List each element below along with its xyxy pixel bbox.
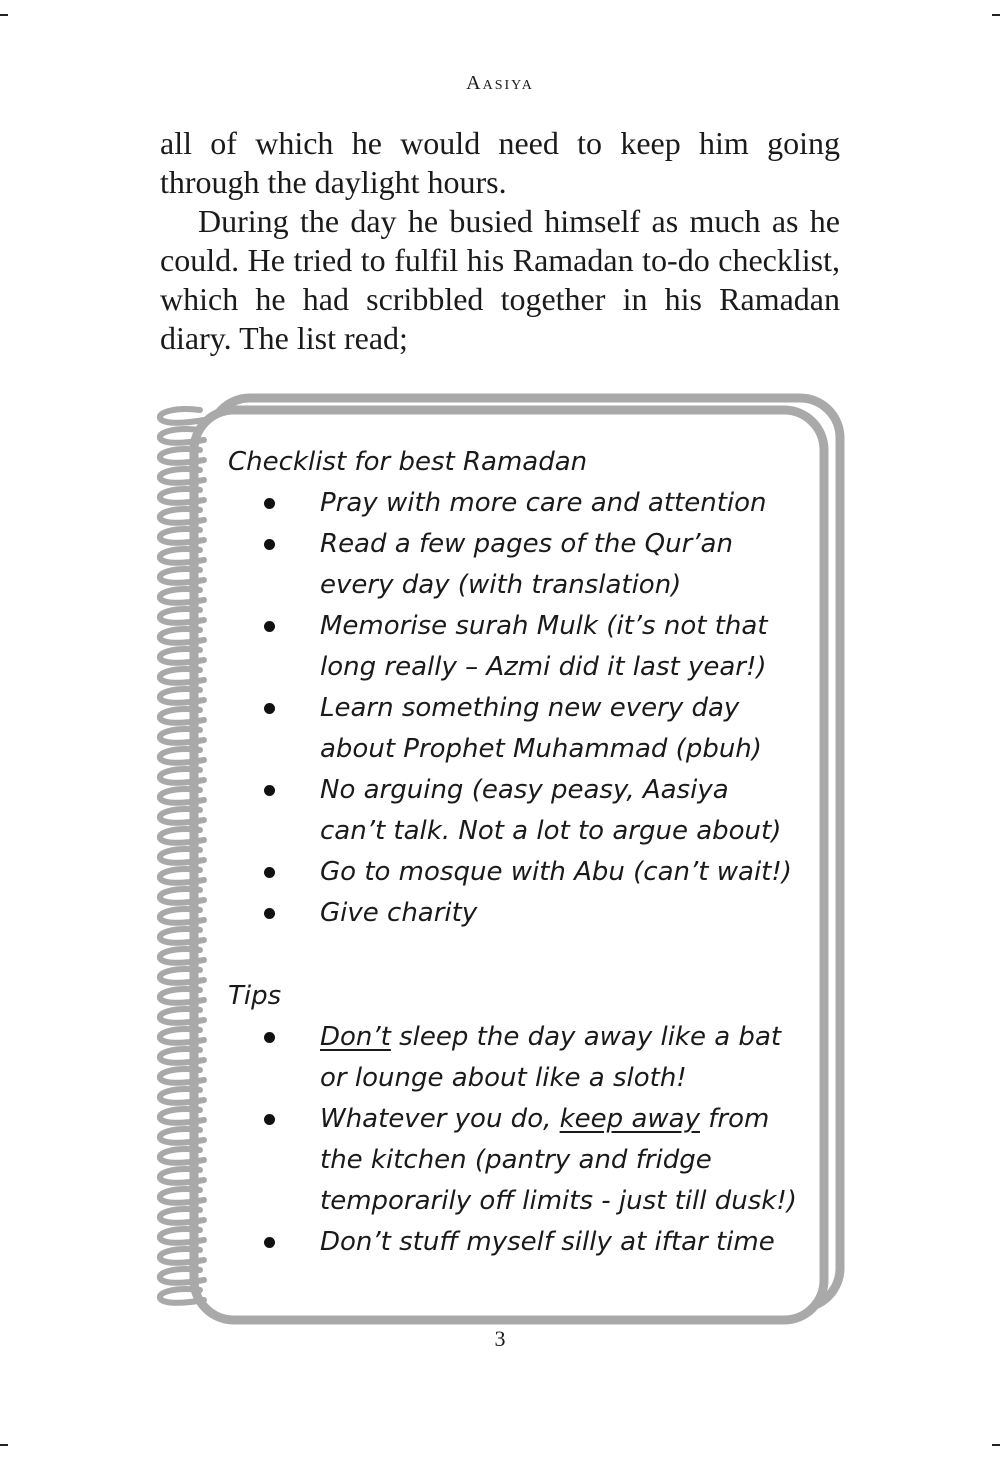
bullet-icon [264,621,275,632]
body-text [160,124,840,358]
crop-mark-bottom-left [0,1444,8,1446]
bullet-icon [264,908,275,919]
bullet-icon [264,1032,275,1043]
checklist-item-text: Learn something new every day about Prophet Muhammad (pbuh) [320,693,762,764]
running-head: Aasiya [466,72,534,94]
checklist-item-text: Read a few pages of the Qur’an every day (with translation) [320,529,733,600]
tip-item [228,1017,798,1099]
tip-item [228,1222,798,1263]
paragraph-during-the-day: During the day he busied himself as much as he could. He tried to fulfil his Ramadan to-do checklist, which he had scribbled together in his Ramadan diary. The list read; [160,203,840,356]
tip-underlined: keep away [559,1104,700,1134]
bullet-icon [264,539,275,550]
bullet-icon [264,498,275,509]
bullet-icon [264,785,275,796]
checklist-items [228,483,798,934]
spiral-ring [160,409,204,423]
diary-checklist [228,442,798,1263]
checklist-item-text: Give charity [320,898,478,928]
tip-post: from the kitchen (pantry and fridge temporarily off limits - just till dusk!) [320,1104,797,1216]
crop-mark-top-left [0,14,8,16]
checklist-item [228,524,798,606]
crop-mark-top-right [992,14,1000,16]
checklist-item-text: No arguing (easy peasy, Aasiya can’t talk. Not a lot to argue about) [320,775,782,846]
bullet-icon [264,703,275,714]
checklist-item [228,893,798,934]
checklist-item-text: Go to mosque with Abu (can’t wait!) [320,857,792,887]
tip-pre: Whatever you do, [320,1104,560,1134]
checklist-item [228,606,798,688]
checklist-item [228,852,798,893]
tip-underlined: Don’t [320,1022,391,1052]
tip-post: sleep the day away like a bat or lounge about like a sloth! [320,1022,782,1093]
bullet-icon [264,1114,275,1125]
tips-title: Tips [228,981,282,1011]
checklist-item-text: Pray with more care and attention [320,488,767,518]
bullet-icon [264,867,275,878]
tip-item [228,1099,798,1222]
checklist-item [228,770,798,852]
tips-items [228,1017,798,1263]
bullet-icon [264,1237,275,1248]
paragraph-continued: all of which he would need to keep him going through the daylight hours. [160,125,840,200]
tip-pre: Don’t stuff myself silly at iftar time [320,1227,775,1257]
checklist-title: Checklist for best Ramadan [228,447,588,477]
page-number: 3 [494,1326,506,1351]
checklist-item [228,688,798,770]
crop-mark-bottom-right [992,1444,1000,1446]
checklist-item-text: Memorise surah Mulk (it’s not that long really – Azmi did it last year!) [320,611,768,682]
checklist-item [228,483,798,524]
